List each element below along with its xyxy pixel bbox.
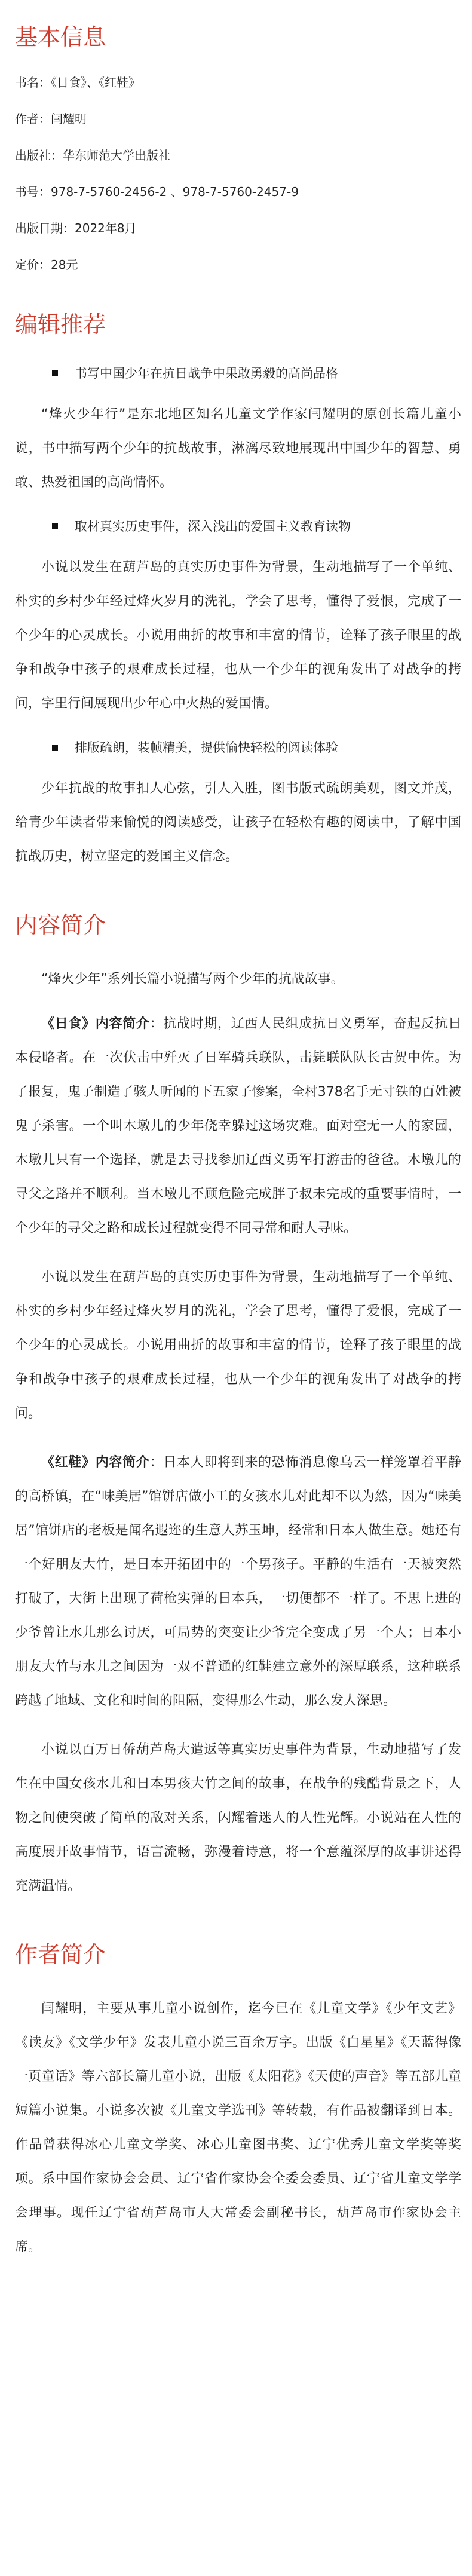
author-intro-title: 作者简介	[15, 1941, 106, 1968]
square-bullet-icon	[52, 745, 58, 751]
recommend-bullet-2-text: 取材真实历史事件，深入浅出的爱国主义教育读物	[75, 519, 351, 534]
author-line: 作者：闫耀明	[15, 112, 87, 126]
rishi-summary	[15, 1007, 461, 1245]
square-bullet-icon	[52, 523, 58, 529]
recommend-bullet-1	[15, 362, 461, 385]
editor-recommend-section	[15, 310, 461, 874]
recommend-paragraph-1: “烽火少年行”是东北地区知名儿童文学作家闫耀明的原创长篇儿童小说，书中描写两个少年的抗战故事，淋漓尽致地展现出中国少年的智慧、勇敢、热爱祖国的高尚情怀。	[15, 407, 461, 490]
isbn-line: 书号：978-7-5760-2456-2 、978-7-5760-2457-9	[15, 185, 299, 199]
basic-info-title: 基本信息	[15, 24, 106, 50]
content-intro-section	[15, 911, 461, 1903]
square-bullet-icon	[52, 370, 58, 376]
recommend-bullet-3-text: 排版疏朗，装帧精美，提供愉快轻松的阅读体验	[75, 740, 338, 755]
content-intro-paragraph-3: 小说以发生在葫芦岛的真实历史事件为背景，生动地描写了一个单纯、朴实的乡村少年经过烽火岁月的洗礼，学会了思考，懂得了爱恨，完成了一个少年的心灵成长。小说用曲折的故事和丰富的情节，诠释了孩子眼里的战争和战争中孩子的艰难成长过程，也从一个少年的视角发出了对战争的拷问。	[15, 1270, 461, 1421]
recommend-paragraph-2: 小说以发生在葫芦岛的真实历史事件为背景，生动地描写了一个单纯、朴实的乡村少年经过烽火岁月的洗礼，学会了思考，懂得了爱恨，完成了一个少年的心灵成长。小说用曲折的故事和丰富的情节，诠释了孩子眼里的战争和战争中孩子的艰难成长过程，也从一个少年的视角发出了对战争的拷问，字里行间展现出少年心中火热的爱国情。	[15, 560, 461, 711]
rishi-summary-label: 《日食》内容简介	[41, 1016, 150, 1031]
author-intro-section	[15, 1940, 461, 2264]
publisher-line: 出版社：华东师范大学出版社	[15, 148, 170, 163]
recommend-bullet-2	[15, 514, 461, 538]
hongxie-summary-text: ：日本人即将到来的恐怖消息像乌云一样笼罩着平静的高桥镇，在“味美居”馆饼店做小工的女孩水儿对此却不以为然，因为“味美居”馆饼店的老板是闻名遐迩的生意人苏玉坤，经常和日本人做生意。她还有一个好朋友大竹，是日本开拓团中的一个男孩子。平静的生活有一天被突然打破了，大街上出现了荷枪实弹的日本兵，一切便都不一样了。不思上进的少爷曾让水儿那么讨厌，可局势的突变让少爷完全变成了另一个人；日本小朋友大竹与水儿之间因为一双不普通的红鞋建立意外的深厚联系，这种联系跨越了地域、文化和时间的阻隔，变得那么生动，那么发人深思。	[15, 1455, 461, 1708]
book-title-line: 书名：《日食》、《红鞋》	[15, 75, 140, 90]
recommend-bullet-1-text: 书写中国少年在抗日战争中果敢勇毅的高尚品格	[75, 366, 338, 381]
content-intro-paragraph-5: 小说以百万日侨葫芦岛大遣返等真实历史事件为背景，生动地描写了发生在中国女孩水儿和日本男孩大竹之间的故事，在战争的残酷背景之下，人物之间使突破了简单的敌对关系，闪耀着迷人的人性光辉。小说站在人性的高度展开故事情节，语言流畅，弥漫着诗意，将一个意蕴深厚的故事讲述得充满温情。	[15, 1742, 461, 1894]
content-intro-title: 内容简介	[15, 912, 106, 938]
basic-info-section	[15, 23, 461, 273]
author-intro-paragraph: 闫耀明，主要从事儿童小说创作，迄今已在《儿童文学》《少年文艺》《读友》《文学少年》发表儿童小说三百余万字。出版《白星星》《天蓝得像一页童话》等六部长篇儿童小说，出版《太阳花》《天使的声音》等五部儿童短篇小说集。小说多次被《儿童文学选刊》等转载，有作品被翻译到日本。作品曾获得冰心儿童文学奖、冰心儿童图书奖、辽宁优秀儿童文学奖等奖项。系中国作家协会会员、辽宁省作家协会全委会委员、辽宁省儿童文学学会理事。现任辽宁省葫芦岛市人大常委会副秘书长，葫芦岛市作家协会主席。	[15, 2001, 461, 2255]
hongxie-summary-label: 《红鞋》内容简介	[41, 1455, 150, 1470]
content-intro-paragraph-1: “烽火少年”系列长篇小说描写两个少年的抗战故事。	[41, 972, 344, 987]
recommend-paragraph-3: 少年抗战的故事扣人心弦，引人入胜，图书版式疏朗美观，图文并茂，给青少年读者带来愉悦的阅读感受，让孩子在轻松有趣的阅读中，了解中国抗战历史，树立坚定的爱国主义信念。	[15, 781, 461, 864]
publish-date-line: 出版日期：2022年8月	[15, 221, 137, 235]
rishi-summary-text: ：抗战时期，辽西人民组成抗日义勇军，奋起反抗日本侵略者。在一次伏击中歼灭了日军骑兵联队，击毙联队队长古贺中佐。为了报复，鬼子制造了骇人听闻的下五家子惨案，全村378名手无寸铁的百姓被鬼子杀害。一个叫木墩儿的少年侥幸躲过这场灾难。面对空无一人的家园，木墩儿只有一个选择，就是去寻找参加辽西义勇军打游击的爸爸。木墩儿的寻父之路并不顺利。当木墩儿不顾危险完成胖子叔未完成的重要事情时，一个少年的寻父之路和成长过程就变得不同寻常和耐人寻味。	[15, 1016, 461, 1236]
editor-recommend-title: 编辑推荐	[15, 311, 106, 338]
hongxie-summary	[15, 1445, 461, 1718]
recommend-bullet-3	[15, 736, 461, 759]
price-line: 定价：28元	[15, 258, 78, 272]
